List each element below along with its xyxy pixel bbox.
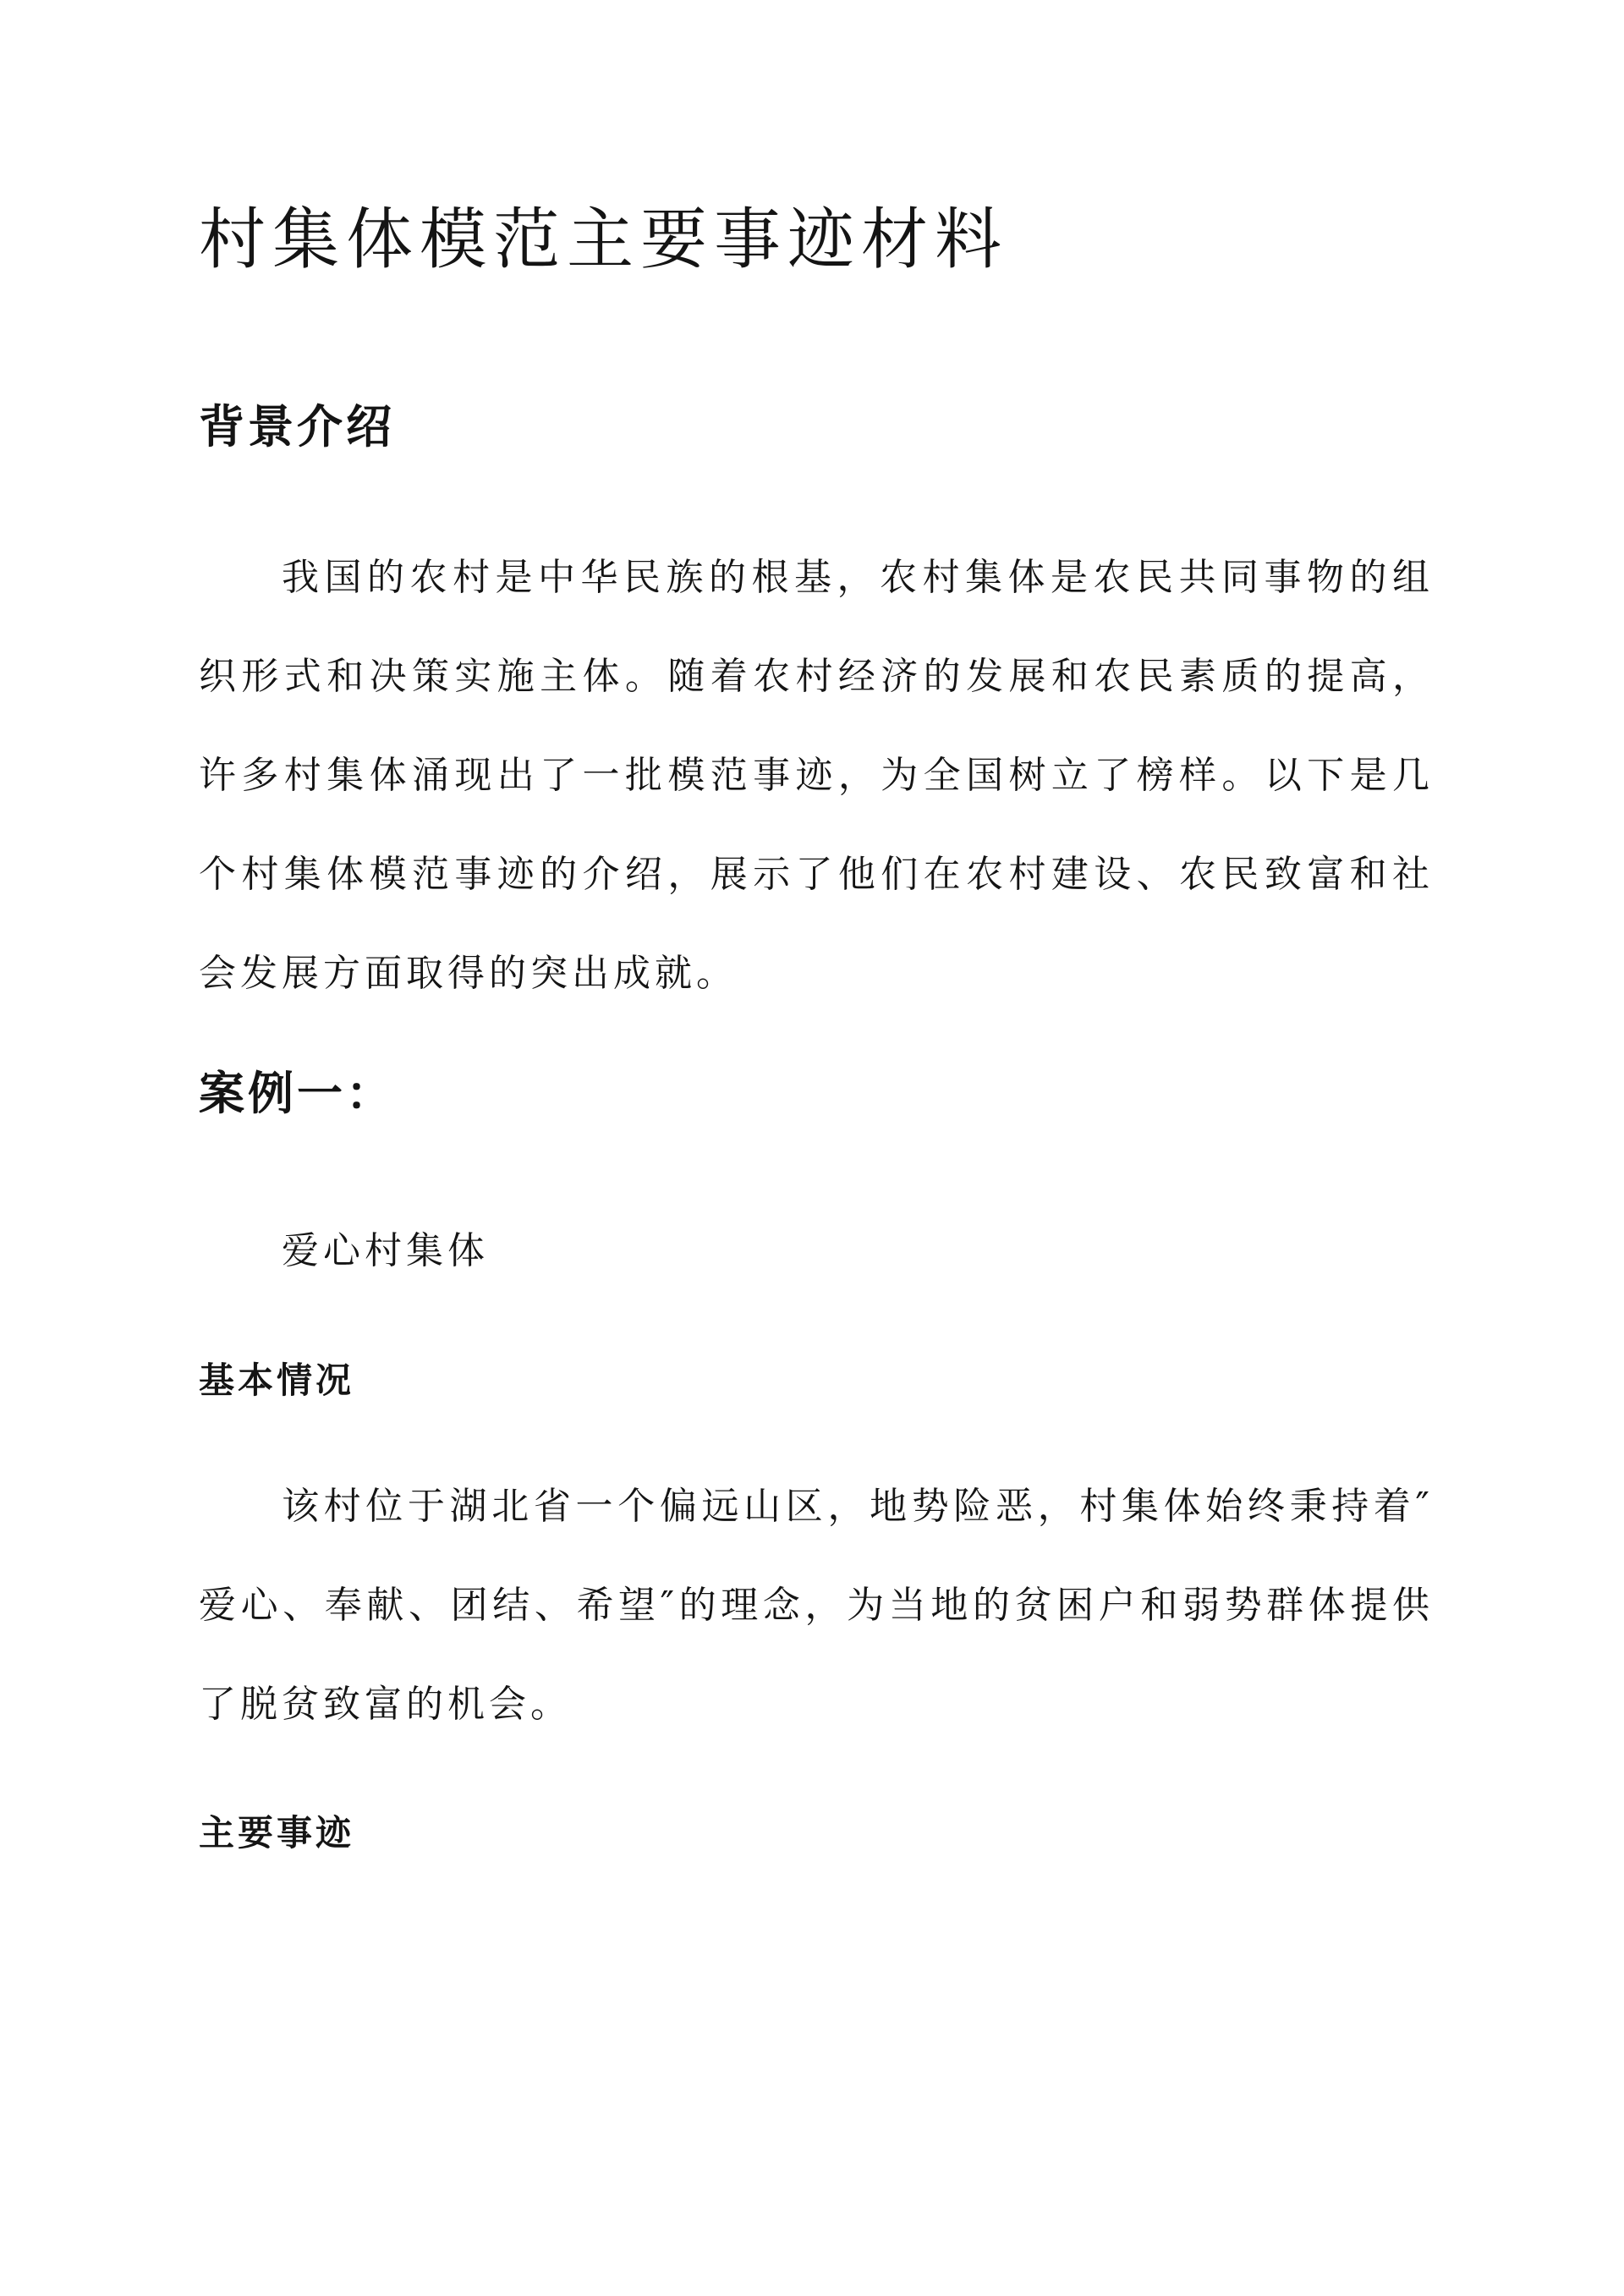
basic-info-paragraph: 该村位于湖北省一个偏远山区，地势险恶，村集体始终秉持着″爱心、奉献、团结、希望″的理念，为当地的贫困户和弱势群体提供了脱贫致富的机会。: [199, 1485, 1434, 1726]
section-heading-background: 背景介绍: [199, 399, 395, 453]
section-heading-case-one: 案例一：: [199, 1066, 395, 1120]
document-title: 村集体模范主要事迹材料: [199, 200, 1008, 278]
case-one-subtitle: 爱心村集体: [282, 1229, 489, 1272]
background-paragraph: 我国的农村是中华民族的根基，农村集体是农民共同事物的组织形式和决策实施主体。随着农村经济的发展和农民素质的提高，许多村集体涌现出了一批模范事迹，为全国树立了榜样。以下是几个村集体模范事迹的介绍，展示了他们在农村建设、农民致富和社会发展方面取得的突出成就。: [199, 556, 1434, 995]
subsection-heading-basic-info: 基本情况: [199, 1359, 355, 1401]
subsection-heading-main-deeds: 主要事迹: [199, 1812, 355, 1854]
